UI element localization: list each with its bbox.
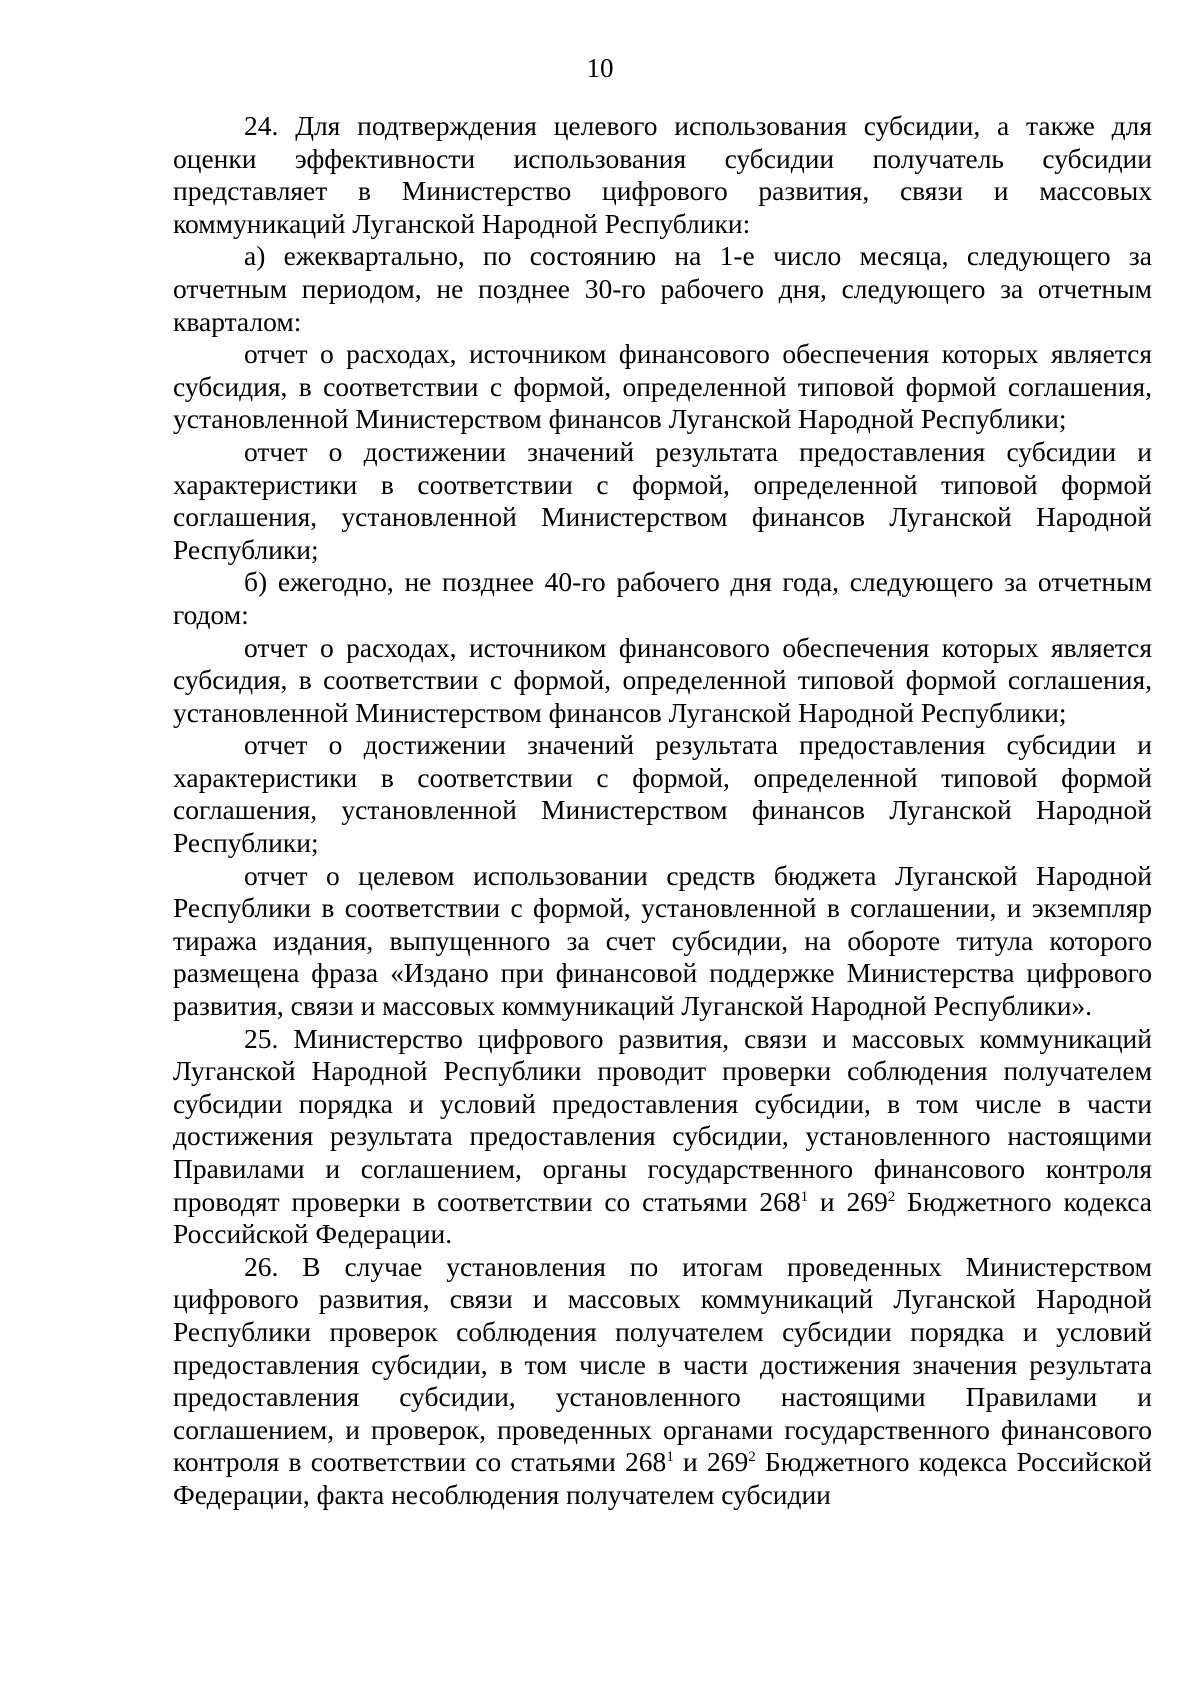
paragraph-24-b-expense-report: отчет о расходах, источником финансового обеспечения которых является субсидия, в соответствии с формой, определенной типовой формой соглашения, установленной Министерством финансов Луганской Народной Республики;: [173, 631, 1152, 728]
document-body: [173, 110, 1152, 1512]
paragraph-25: [173, 1023, 1152, 1251]
superscript: 2: [887, 1188, 896, 1205]
page-number: 10: [586, 53, 614, 83]
paragraph-25-text-middle: и 269: [808, 1185, 888, 1217]
superscript: 1: [666, 1449, 674, 1466]
paragraph-24-a-result-report: отчет о достижении значений результата предоставления субсидии и характеристики в соответствии с формой, определенной типовой формой соглашения, установленной Министерством финансов Луганской Народной Республики;: [173, 435, 1152, 565]
superscript: 2: [748, 1449, 756, 1466]
paragraph-26-text-middle: и 269: [673, 1446, 749, 1478]
paragraph-26-text-after: Бюджетного кодекса Российской Федерации, факта несоблюдения получателем субсидии: [173, 1446, 1153, 1510]
paragraph-24-b-result-report: отчет о достижении значений результата предоставления субсидии и характеристики в соответствии с формой, определенной типовой формой соглашения, установленной Министерством финансов Луганской Народной Республики;: [173, 729, 1152, 859]
paragraph-24-a-expense-report: отчет о расходах, источником финансового обеспечения которых является субсидия, в соответствии с формой, определенной типовой формой соглашения, установленной Министерством финансов Луганской Народной Республики;: [173, 338, 1152, 435]
paragraph-24-b-target-use-report: отчет о целевом использовании средств бюджета Луганской Народной Республики в соответствии с формой, установленной в соглашении, и экземпляр тиража издания, выпущенного за счет субсидии, на обороте титула которого размещена фраза «Издано при финансовой поддержке Министерства цифрового развития, связи и массовых коммуникаций Луганской Народной Республики».: [173, 859, 1152, 1022]
paragraph-24: 24. Для подтверждения целевого использования субсидии, а также для оценки эффективности использования субсидии получатель субсидии представляет в Министерство цифрового развития, связи и массовых коммуникаций Луганской Народной Республики:: [173, 110, 1152, 239]
paragraph-26-text-before: 26. В случае установления по итогам проведенных Министерством цифрового развития, связи и массовых коммуникаций Луганской Народной Республики проверок соблюдения получателем субсидии порядка и условий предоставления субсидии, в том числе в части достижения значения результата предоставления субсидии, установленного настоящими Правилами и соглашением, и проверок, проведенных органами государственного финансового контроля в соответствии со статьями 268: [173, 1250, 1152, 1478]
paragraph-24-a: а) ежеквартально, по состоянию на 1-е число месяца, следующего за отчетным периодом, не позднее 30-го рабочего дня, следующего за отчетным кварталом:: [173, 240, 1152, 337]
superscript: 1: [800, 1188, 809, 1205]
paragraph-26: [173, 1251, 1152, 1512]
paragraph-24-b: б) ежегодно, не позднее 40-го рабочего дня года, следующего за отчетным годом:: [173, 566, 1152, 630]
paragraph-25-text-before: 25. Министерство цифрового развития, связи и массовых коммуникаций Луганской Народной Республики проводит проверки соблюдения получателем субсидии порядка и условий предоставления субсидии, в том числе в части достижения результата предоставления субсидии, установленного настоящими Правилами и соглашением, органы государственного финансового контроля проводят проверки в соответствии со статьями 268: [173, 1022, 1152, 1217]
paragraph-25-text-after: Бюджетного кодекса Российской Федерации.: [173, 1185, 1152, 1250]
